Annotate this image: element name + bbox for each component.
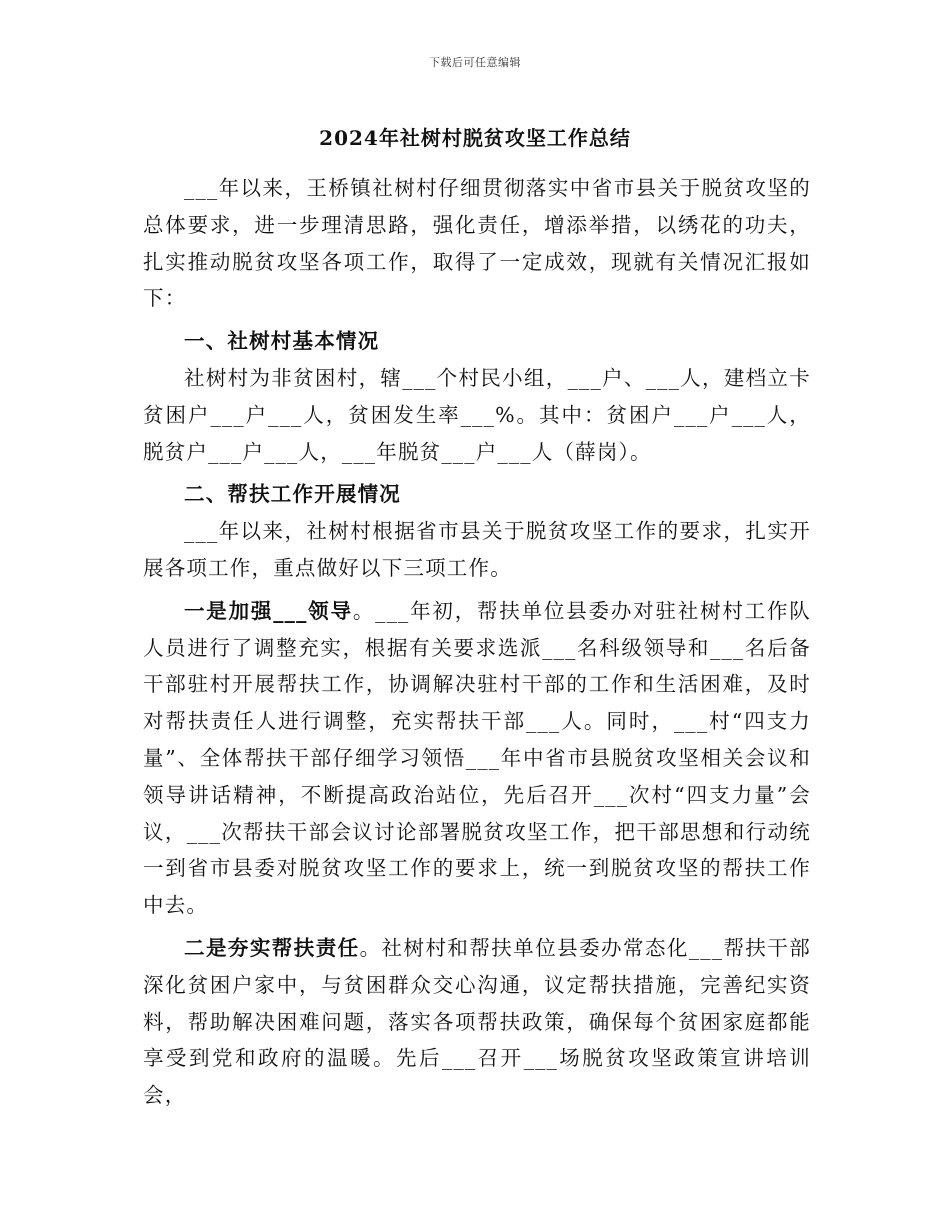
document-title: 2024年社树村脱贫攻坚工作总结	[319, 126, 631, 150]
item-strengthen-leadership-text: 。___年初，帮扶单位县委办对驻社树村工作队人员进行了调整充实，根据有关要求选派___名科级领导和___名后备干部驻村开展帮扶工作，协调解决驻村干部的工作和生活困难，及时对帮扶责任人进行调整，充实帮扶干部___人。同时，___村“四支力量”、全体帮扶干部仔细学习领悟___年中省市县脱贫攻坚相关会议和领导讲话精神，不断提高政治站位，先后召开___次村“四支力量”会议，___次帮扶干部会议讨论部署脱贫攻坚工作，把干部思想和行动统一到省市县委对脱贫攻坚工作的要求上，统一到脱贫攻坚的帮扶工作中去。	[143, 598, 811, 918]
section-heading-basic-situation: 一、社树村基本情况	[184, 329, 380, 354]
item-consolidate-responsibility-text: 。社树村和帮扶单位县委办常态化___帮扶干部深化贫困户家中，与贫困群众交心沟通，议定帮扶措施，完善纪实资料，帮助解决困难问题，落实各项帮扶政策，确保每个贫困家庭都能享受到党和政府的温暖。先后___召开___场脱贫攻坚政策宣讲培训会，	[143, 935, 811, 1108]
header-note: 下载后可任意编辑	[429, 56, 521, 69]
item-consolidate-responsibility-paragraph	[143, 930, 811, 1114]
document-body	[143, 170, 811, 1114]
item-strengthen-leadership-paragraph	[143, 593, 811, 924]
section-assistance-work-paragraph: ___年以来，社树村根据省市县关于脱贫攻坚工作的要求，扎实开展各项工作，重点做好以下三项工作。	[143, 519, 811, 580]
item-strengthen-leadership-lead: 一是加强___领导	[184, 598, 353, 623]
section-basic-situation-paragraph: 社树村为非贫困村，辖___个村民小组，___户、___人，建档立卡贫困户___户___人，贫困发生率___%。其中：贫困户___户___人，脱贫户___户___人，___年脱贫___户___人（薛岗）。	[143, 365, 811, 464]
intro-paragraph: ___年以来，王桥镇社树村仔细贯彻落实中省市县关于脱贫攻坚的总体要求，进一步理清思路，强化责任，增添举措，以绣花的功夫，扎实推动脱贫攻坚各项工作，取得了一定成效，现就有关情况汇报如下：	[143, 176, 811, 311]
section-heading-assistance-work: 二、帮扶工作开展情况	[184, 482, 401, 507]
item-consolidate-responsibility-lead: 二是夯实帮扶责任	[184, 935, 360, 960]
